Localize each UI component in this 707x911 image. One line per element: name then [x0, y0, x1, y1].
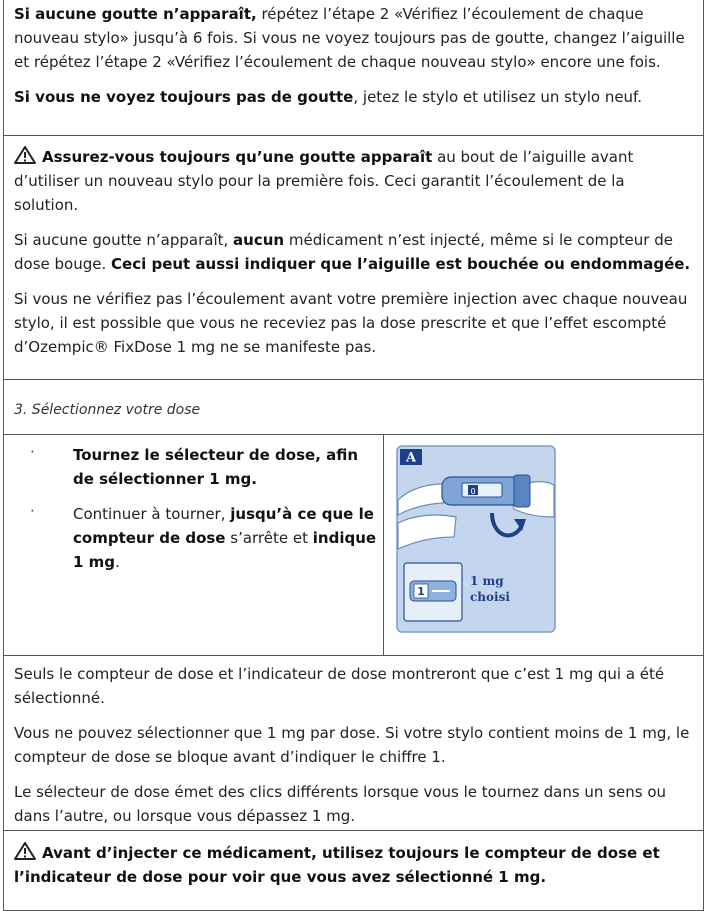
warning-icon — [14, 842, 36, 860]
caption-dose: 1 mg — [470, 574, 504, 588]
retry-paragraph: Si aucune goutte n’apparaît, répétez l’étape 2 «Vérifiez l’écoulement de chaque nouveau stylo» jusqu’à 6 fois. Si vous ne voyez toujours pas de goutte, changez l’aiguille et répétez l’étape 2 «Vérifiez l’écoulement de chaque nouveau stylo» encore une fois. — [14, 5, 685, 71]
bullet-dot: · — [30, 502, 35, 520]
retry-drop-section — [3, 0, 704, 136]
svg-text:0: 0 — [470, 487, 476, 496]
step-heading: 3. Sélectionnez votre dose — [14, 402, 201, 418]
svg-text:A: A — [405, 450, 417, 466]
discard-pen-paragraph: Si vous ne voyez toujours pas de goutte, jetez le stylo et utilisez un stylo neuf. — [14, 88, 643, 106]
dose-info-p2: Vous ne pouvez sélectionner que 1 mg par dose. Si votre stylo contient moins de 1 mg, le compteur de dose se bloque avant d’indiquer le chiffre 1. — [14, 724, 690, 766]
svg-text:1: 1 — [417, 585, 425, 598]
no-drop-paragraph: Si aucune goutte n’apparaît, aucun médicament n’est injecté, même si le compteur de dose bouge. Ceci peut aussi indiquer que l’aiguille est bouchée ou endommagée. — [14, 231, 691, 273]
drop-warning-section — [3, 136, 704, 380]
list-item: · Tournez le sélecteur de dose, afin de sélectionner 1 mg. — [18, 443, 377, 491]
document — [3, 0, 704, 911]
dose-info-p3: Le sélecteur de dose émet des clics différents lorsque vous le tournez dans un sens ou dans l’autre, ou lorsque vous dépassez 1 mg. — [14, 783, 667, 825]
instructions — [4, 435, 384, 655]
bullet-dot: · — [30, 443, 35, 461]
caption-choisi: choisi — [470, 590, 510, 604]
step3-heading-section — [3, 380, 704, 435]
dose-selection-illustration — [396, 445, 556, 633]
flow-check-paragraph: Si vous ne vérifiez pas l’écoulement avant votre première injection avec chaque nouveau stylo, il est possible que vous ne receviez pas la dose prescrite et que l’effet escompté d’Ozempic® FixDose 1 mg ne se manifeste pas. — [14, 290, 688, 356]
dose-info-p1: Seuls le compteur de dose et l’indicateur de dose montreront que c’est 1 mg qui a été sélectionné. — [14, 665, 665, 707]
select-dose-section — [3, 435, 704, 656]
dose-info-section — [3, 656, 704, 831]
drop-warning-paragraph: Assurez-vous toujours qu’une goutte apparaît au bout de l’aiguille avant d’utiliser un nouveau stylo pour la première fois. Ceci garantit l’écoulement de la solution. — [14, 148, 634, 214]
final-warning-section — [3, 831, 704, 911]
figure-cell — [384, 435, 703, 655]
final-warning-paragraph: Avant d’injecter ce médicament, utilisez toujours le compteur de dose et l’indicateur de dose pour voir que vous avez sélectionné 1 mg. — [14, 844, 660, 886]
warning-icon — [14, 146, 36, 164]
list-item: · Continuer à tourner, jusqu’à ce que le compteur de dose s’arrête et indique 1 mg. — [18, 502, 377, 574]
